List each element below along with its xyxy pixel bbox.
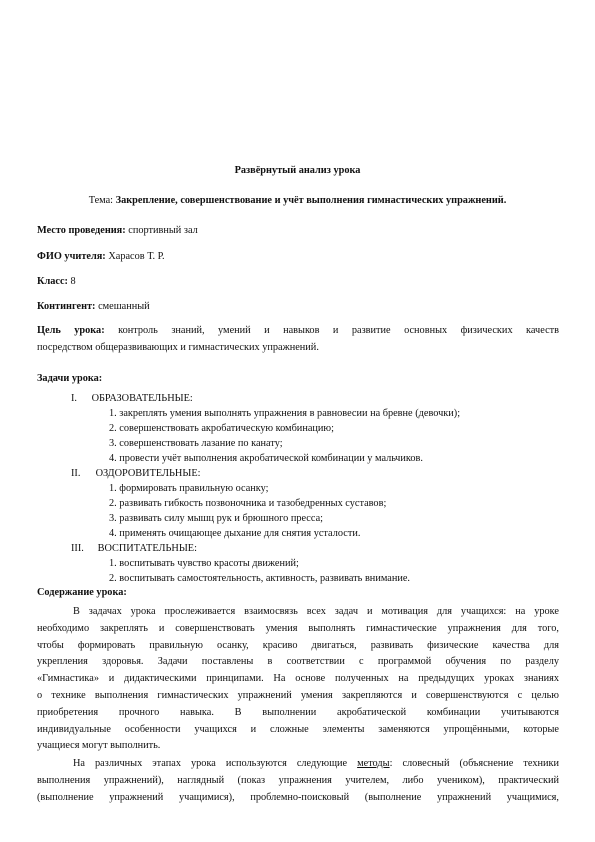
- section-1-numeral: I.: [71, 393, 78, 404]
- paragraph-2-line-2: выполнения упражнений), наглядный (показ упражнения учителем, либо учеником), практический: [37, 774, 559, 786]
- section-2-title: ОЗДОРОВИТЕЛЬНЫЕ:: [95, 468, 201, 479]
- class-row: [37, 275, 76, 288]
- section-3-numeral: III.: [71, 543, 84, 554]
- content-paragraph-1: [37, 604, 559, 755]
- paragraph-1-line-1: В задачах урока прослеживается взаимосвязь всех задач и мотивация для учащихся: на уроке: [73, 606, 559, 617]
- paragraph-1-line-5: «Гимнастика» и дидактическими принципами. На основе полученных на предыдущих уроках знаниях: [37, 673, 559, 685]
- section-1-title: ОБРАЗОВАТЕЛЬНЫЕ:: [91, 393, 193, 404]
- section-2-item-4: 4. применять очищающее дыхание для снятия усталости.: [109, 528, 361, 539]
- document-title: Развёрнутый анализ урока: [234, 165, 361, 176]
- paragraph-1-line-3: чтобы формировать правильную осанку, красиво двигаться, развивать физические качества для: [37, 639, 559, 651]
- section-2-numeral: II.: [71, 468, 81, 479]
- section-2-item-3: 3. развивать силу мышц рук и брюшного пресса;: [109, 513, 324, 524]
- section-3-heading: [71, 542, 197, 555]
- section-1-heading: [71, 392, 193, 405]
- contingent-label: Контингент:: [37, 301, 96, 312]
- goal-text-line2: посредством общеразвивающих и гимнастических упражнений.: [37, 342, 319, 353]
- class-value: 8: [70, 276, 76, 287]
- section-3-title: ВОСПИТАТЕЛЬНЫЕ:: [97, 543, 197, 554]
- section-1-item-1: 1. закреплять умения выполнять упражнения в равновесии на бревне (девочки);: [109, 408, 461, 419]
- paragraph-1-line-9: учащиеся могут выполнить.: [37, 740, 161, 752]
- class-label: Класс:: [37, 276, 68, 287]
- section-2-heading: [71, 467, 201, 480]
- place-row: [37, 224, 198, 237]
- teacher-value: Харасов Т. Р.: [108, 251, 165, 262]
- content-paragraph-2: [37, 756, 559, 806]
- place-value: спортивный зал: [128, 225, 198, 236]
- goal-paragraph: [37, 322, 559, 356]
- paragraph-1-line-7: приобретения прочного навыка. В выполнении акробатической комбинации учитываются: [37, 706, 559, 718]
- paragraph-1-line-4: укрепления здоровья. Задачи поставлены в соответствии с программой обучения по разделу: [37, 656, 559, 668]
- topic-label: Тема:: [88, 195, 114, 206]
- tasks-heading: Задачи урока:: [37, 373, 103, 384]
- section-2-item-1: 1. формировать правильную осанку;: [109, 483, 269, 494]
- content-heading: Содержание урока:: [37, 587, 127, 598]
- paragraph-1-line-2: необходимо закреплять и совершенствовать умения выполнять гимнастические упражнения для того,: [37, 622, 559, 634]
- teacher-row: [37, 250, 165, 263]
- contingent-row: [37, 300, 150, 313]
- paragraph-2-line-3: (выполнение упражнений учащимися), проблемно-поисковый (выполнение упражнений учащимися,: [37, 791, 559, 803]
- section-1-item-2: 2. совершенствовать акробатическую комбинацию;: [109, 423, 334, 434]
- teacher-label: ФИО учителя:: [37, 251, 106, 262]
- methods-link: методы: [357, 758, 390, 769]
- contingent-value: смешанный: [98, 301, 150, 312]
- lesson-topic: [0, 194, 595, 207]
- goal-text-line1: контроль знаний, умений и навыков и развитие основных физических качеств: [118, 325, 559, 336]
- paragraph-2-rest: : словесный (объяснение техники: [389, 758, 560, 769]
- section-1-item-3: 3. совершенствовать лазание по канату;: [109, 438, 283, 449]
- section-2-item-2: 2. развивать гибкость позвоночника и тазобедренных суставов;: [109, 498, 387, 509]
- place-label: Место проведения:: [37, 225, 126, 236]
- topic-value: Закрепление, совершенствование и учёт выполнения гимнастических упражнений.: [115, 195, 507, 206]
- section-3-item-1: 1. воспитывать чувство красоты движений;: [109, 558, 299, 569]
- goal-label: Цель урока:: [37, 325, 105, 336]
- paragraph-2-start: На различных этапах урока используются следующие: [73, 758, 358, 769]
- paragraph-2-line-1: [37, 756, 559, 773]
- section-3-item-2: 2. воспитывать самостоятельность, активность, развивать внимание.: [109, 573, 411, 584]
- paragraph-1-line-6: о технике выполнения гимнастических упражнений умения закрепляются и совершенствуются с целью: [37, 689, 559, 701]
- paragraph-1-line-8: индивидуальные особенности учащихся и сложные элементы заменяются упрощёнными, которые: [37, 723, 559, 735]
- section-1-item-4: 4. провести учёт выполнения акробатической комбинации у мальчиков.: [109, 453, 423, 464]
